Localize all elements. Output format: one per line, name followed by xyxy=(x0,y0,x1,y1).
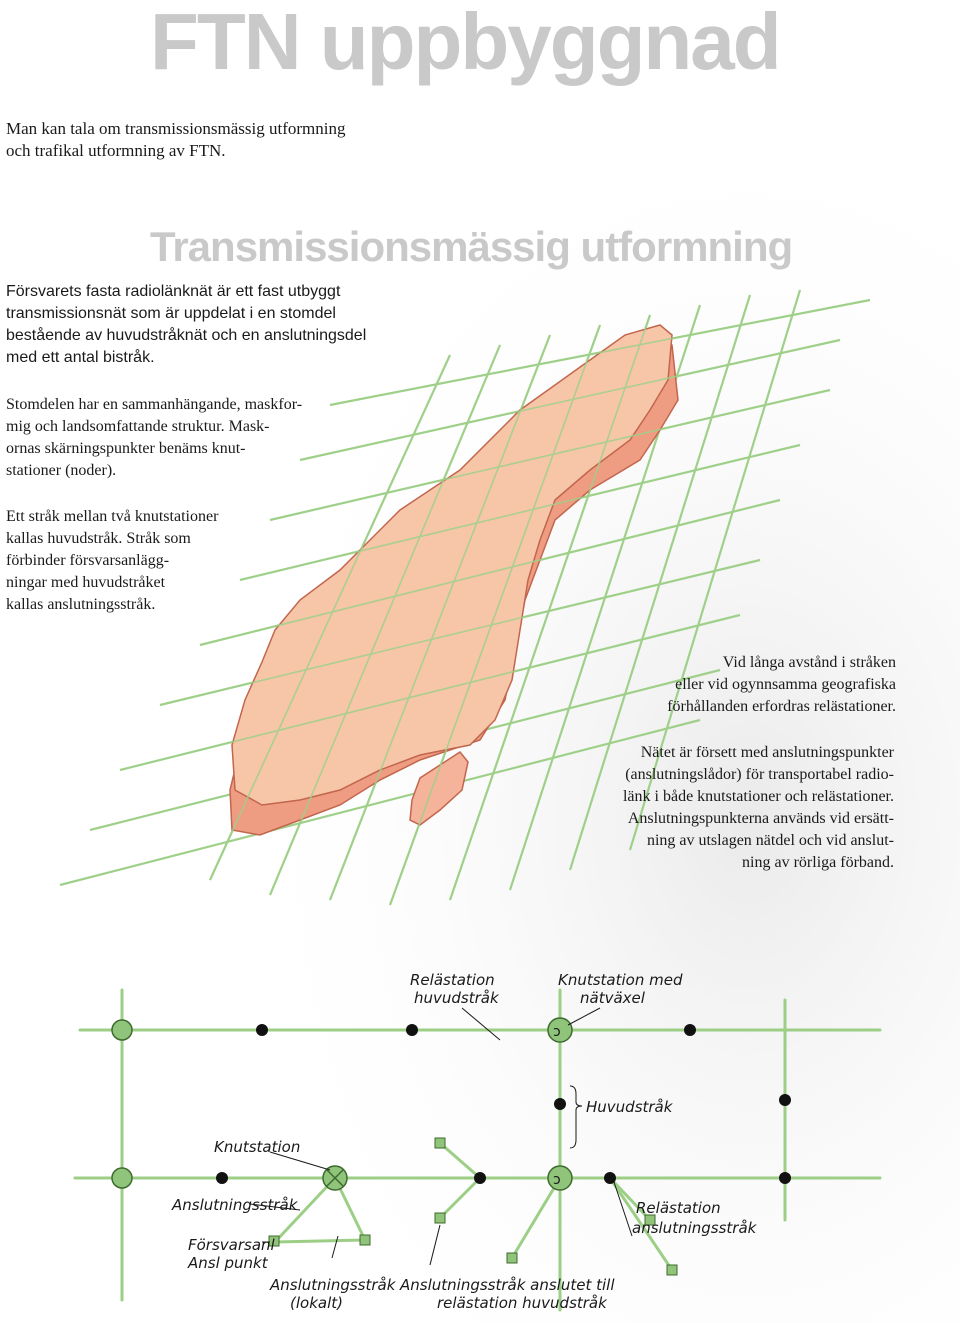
label-relay-trunk: Relästation xyxy=(410,971,495,989)
access-point-square xyxy=(435,1138,445,1148)
label-node-exchange: Knutstation med xyxy=(558,971,683,989)
diagram-nodes xyxy=(112,1018,572,1190)
access-point-square xyxy=(507,1253,517,1263)
node-circle xyxy=(112,1168,132,1188)
label-access-to-relay: relästation huvudstråk xyxy=(437,1294,607,1312)
relay-dot xyxy=(256,1024,268,1036)
label-access-link: Anslutningsstråk xyxy=(172,1196,298,1214)
paragraph-network-description: Försvarets fasta radiolänknät är ett fast utbyggt transmissionsnät som är uppdelat i en stomdel bestående av huvudstråknät och en anslutningsdel med ett antal bistråk. xyxy=(6,283,367,366)
paragraph-mesh-structure: Stomdelen har en sammanhängande, maskfor- mig och landsomfattande struktur. Mask- ornas skärningspunkter benäms knut- stationer (noder). xyxy=(6,396,303,479)
section-title: Transmissionsmässig utformning xyxy=(150,223,793,270)
label-access-to-relay: Anslutningsstråk anslutet till xyxy=(400,1276,615,1294)
relay-dot xyxy=(554,1098,566,1110)
exchange-symbol: ↄ xyxy=(553,1172,561,1188)
access-point-square xyxy=(360,1235,370,1245)
exchange-symbol: ↄ xyxy=(553,1024,561,1040)
label-access-point: Försvarsanl xyxy=(188,1236,275,1254)
label-node-exchange: nätväxel xyxy=(580,989,645,1007)
access-points xyxy=(269,1138,677,1275)
label-access-local: (lokalt) xyxy=(290,1294,343,1312)
relay-dot xyxy=(474,1172,486,1184)
relay-dot xyxy=(216,1172,228,1184)
access-point-square xyxy=(435,1213,445,1223)
label-access-local: Anslutningsstråk xyxy=(270,1276,396,1294)
label-relay-access: anslutningsstråk xyxy=(632,1219,757,1237)
network-diagram xyxy=(0,960,960,1323)
paragraph-access-points: Nätet är försett med anslutningspunkter (anslutningslådor) för transportabel radio- länk i både knutstationer och relästationer. Anslutningspunkterna används vid ersätt- ning av utslagen nätdel och vid anslut- ning av rörliga förband. xyxy=(622,744,894,871)
page-title: FTN uppbyggnad xyxy=(150,0,780,86)
relay-dot xyxy=(779,1172,791,1184)
relay-dot xyxy=(406,1024,418,1036)
label-access-point: Ansl punkt xyxy=(188,1254,268,1272)
label-pointers xyxy=(250,1008,632,1265)
intro-text: Man kan tala om transmissionsmässig utformning och trafikal utformning av FTN. xyxy=(6,119,346,160)
label-trunk: Huvudstråk xyxy=(586,1098,673,1116)
label-relay-access: Relästation xyxy=(636,1199,721,1217)
paragraph-trunk-definition: Ett stråk mellan två knutstationer kallas huvudstråk. Stråk som förbinder försvarsanlägg- ningar med huvudstråket kallas anslutningsstråk. xyxy=(6,508,219,613)
access-point-square xyxy=(667,1265,677,1275)
relay-dot xyxy=(779,1094,791,1106)
label-node: Knutstation xyxy=(214,1138,301,1156)
node-circle xyxy=(112,1020,132,1040)
label-relay-trunk: huvudstråk xyxy=(414,989,499,1007)
relay-dot xyxy=(684,1024,696,1036)
diagram-labels xyxy=(171,971,758,1312)
paragraph-relay-stations: Vid långa avstånd i stråken eller vid ogynnsamma geografiska förhållanden erfordras relästationer. xyxy=(667,654,896,715)
relay-stations xyxy=(216,1024,791,1184)
